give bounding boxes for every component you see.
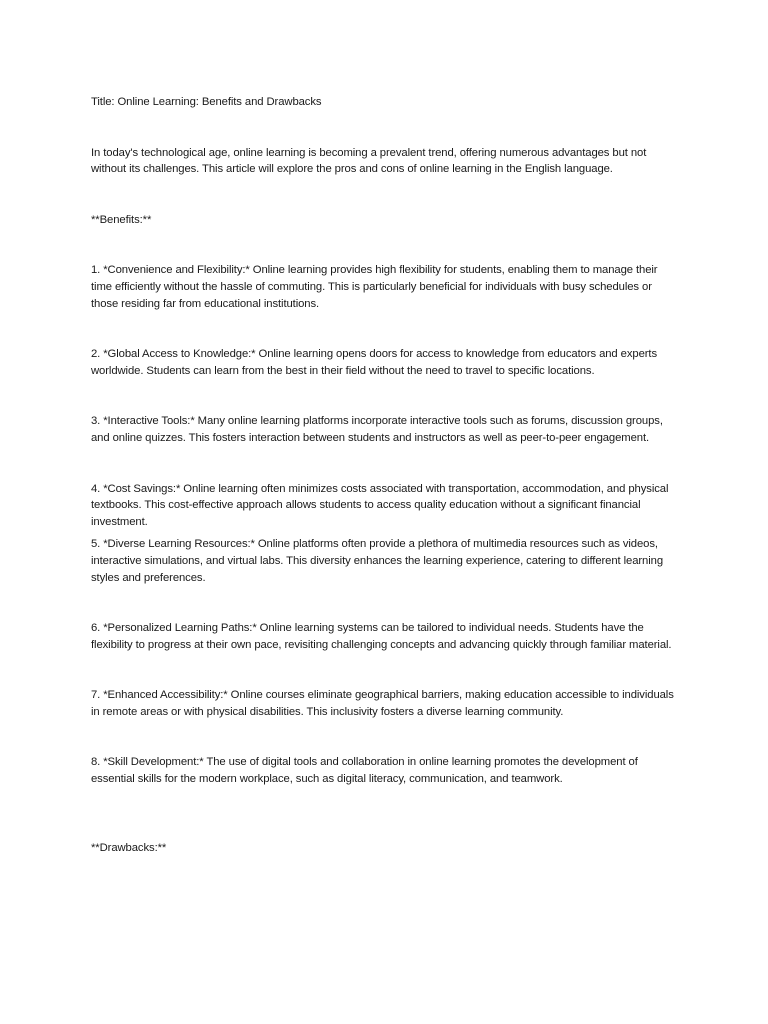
benefit-item-3: 3. *Interactive Tools:* Many online learning platforms incorporate interactive tools such as forums, discussion groups, and online quizzes. This fosters interaction between students and instructors as well as peer-to-peer engagement. (91, 415, 663, 444)
benefit-item-8: 8. *Skill Development:* The use of digital tools and collaboration in online learning promotes the development of essential skills for the modern workplace, such as digital literacy, communication, and teamwork. (91, 756, 638, 786)
benefits-heading: **Benefits:** (91, 213, 152, 226)
benefit-item-6: 6. *Personalized Learning Paths:* Online learning systems can be tailored to individual needs. Students have the flexibility to progress at their own pace, revisiting challenging concepts and advancing quickly through familiar material. (91, 622, 672, 651)
benefit-item-2: 2. *Global Access to Knowledge:* Online learning opens doors for access to knowledge from educators and experts worldwide. Students can learn from the best in their field without the need to travel to specific locations. (91, 348, 658, 377)
benefit-item-7: 7. *Enhanced Accessibility:* Online courses eliminate geographical barriers, making education accessible to individuals in remote areas or with physical disabilities. This inclusivity fosters a diverse learning community. (91, 689, 674, 718)
benefit-item-5: 5. *Diverse Learning Resources:* Online platforms often provide a plethora of multimedia resources such as videos, interactive simulations, and virtual labs. This diversity enhances the learning experience, catering to different learning styles and preferences. (91, 538, 664, 584)
intro-paragraph: In today's technological age, online learning is becoming a prevalent trend, offering numerous advantages but not without its challenges. This article will explore the pros and cons of online learning in the English language. (91, 146, 647, 176)
benefit-item-4: 4. *Cost Savings:* Online learning often minimizes costs associated with transportation, accommodation, and physical textbooks. This cost-effective approach allows students to access quality education without a significant financial investment. (91, 482, 669, 528)
document-title: Title: Online Learning: Benefits and Drawbacks (91, 96, 322, 108)
benefit-item-1: 1. *Convenience and Flexibility:* Online learning provides high flexibility for students, enabling them to manage their time efficiently without the hassle of commuting. This is particularly beneficial for individuals with busy schedules or those residing far from educational institutions. (91, 264, 658, 310)
document-body (91, 94, 681, 890)
drawbacks-heading: **Drawbacks:** (91, 841, 167, 854)
